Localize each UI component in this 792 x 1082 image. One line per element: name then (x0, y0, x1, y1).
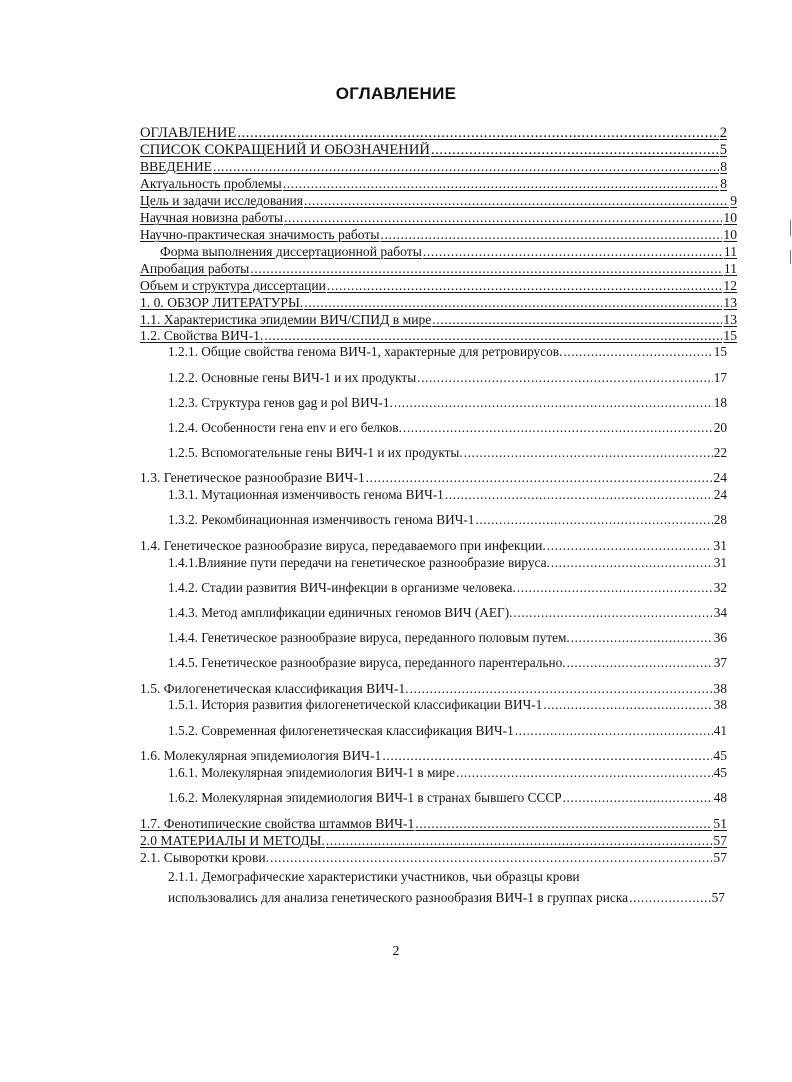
toc-leader (563, 343, 712, 360)
toc-entry-page: 2 (719, 125, 727, 141)
toc-entry-text: 1.2.3. Структура генов gag и pol ВИЧ-1. (168, 395, 393, 410)
toc-entry-page: 24 (713, 470, 727, 485)
toc-entry-text: 1.4.1.Влияние пути передачи на генетическое разнообразие вируса. (168, 555, 550, 570)
toc-entry[interactable] (168, 604, 727, 621)
toc-entry-text: 1.4.3. Метод амплификации единичных геномов ВИЧ (АЕГ). (168, 605, 513, 620)
toc-leader (515, 722, 713, 739)
toc-entry-page: 18 (713, 395, 727, 410)
toc-entry-page: 8 (720, 176, 727, 191)
toc-entry-text: 1. 0. ОБЗОР ЛИТЕРАТУРЫ. (140, 295, 304, 310)
toc-entry-text: Актуальность проблемы (140, 176, 282, 191)
toc-entry[interactable] (140, 815, 727, 832)
toc-entry[interactable] (168, 343, 727, 360)
toc-entry-text: Научная новизна работы (140, 210, 284, 225)
toc-entry-page: 32 (713, 580, 727, 595)
toc-entry[interactable] (140, 537, 727, 554)
toc-entry[interactable] (160, 243, 737, 260)
toc-entry-text: ВВЕДЕНИЕ (140, 159, 212, 174)
toc-leader (571, 629, 713, 646)
toc-entry[interactable] (168, 444, 727, 461)
toc-entry-page: 45 (713, 765, 727, 780)
toc-entry-text: 1.1. Характеристика эпидемии ВИЧ/СПИД в мире (140, 312, 432, 327)
toc-entry-text: 1.5.1. История развития филогенетической классификации ВИЧ-1 (168, 697, 543, 712)
toc-entry-text: 1.4.2. Стадии развития ВИЧ-инфекции в организме человека. (168, 580, 516, 595)
toc-leader (410, 680, 713, 697)
toc-leader (432, 311, 722, 328)
toc-entry[interactable] (140, 327, 737, 344)
toc-entry[interactable] (140, 226, 737, 243)
toc-leader (213, 158, 719, 175)
toc-leader (264, 327, 722, 344)
toc-entry-line2 (168, 887, 725, 908)
toc-entry-page: 15 (713, 344, 727, 359)
toc-entry[interactable] (168, 511, 727, 528)
toc-entry-page: 15 (723, 328, 737, 343)
toc-entry[interactable] (168, 629, 727, 646)
toc-entry[interactable] (140, 680, 727, 697)
toc-entry-page: 38 (713, 697, 727, 712)
toc-entry[interactable] (168, 419, 727, 436)
toc-entry-page: 31 (713, 555, 727, 570)
toc-entry[interactable] (140, 832, 727, 849)
toc-entry[interactable] (168, 722, 727, 739)
toc-entry[interactable] (168, 579, 727, 596)
toc-entry-page: 9 (730, 193, 737, 208)
toc-entry-text: 1.6.1. Молекулярная эпидемиология ВИЧ-1 в мире (168, 765, 456, 780)
toc-entry[interactable] (168, 764, 727, 781)
toc-leader (250, 260, 723, 277)
toc-entry-text: 1.3.2. Рекомбинационная изменчивость генома ВИЧ-1 (168, 512, 475, 527)
toc-leader (567, 654, 713, 671)
toc-leader (423, 243, 723, 260)
toc-entry-page: 37 (713, 655, 727, 670)
toc-entry-page: 17 (713, 370, 727, 385)
toc-entry-page: 57 (711, 890, 725, 905)
toc-entry[interactable] (140, 125, 727, 142)
toc-leader (283, 175, 719, 192)
toc-leader (382, 747, 712, 764)
toc-entry-text: СПИСОК СОКРАЩЕНИЙ И ОБОЗНАЧЕНИЙ (140, 142, 430, 158)
toc-leader (284, 209, 722, 226)
toc-entry-text: 1.2.4. Особенности гена env и его белков. (168, 420, 402, 435)
toc-entry-page: 41 (713, 723, 727, 738)
scan-edge-mark (790, 220, 791, 236)
page-title: ОГЛАВЛЕНИЕ (335, 84, 457, 103)
toc-entry[interactable] (140, 311, 737, 328)
toc-entry-page: 24 (713, 487, 727, 502)
toc-entry-page: 11 (723, 244, 737, 259)
toc-entry-page: 13 (723, 295, 737, 310)
toc-entry-page: 34 (713, 605, 727, 620)
toc-entry-text: Форма выполнения диссертационной работы (160, 244, 422, 259)
toc-leader (366, 469, 713, 486)
toc-entry[interactable] (140, 849, 727, 866)
toc-leader (327, 277, 722, 294)
toc-entry-page: 57 (713, 850, 727, 865)
toc-leader (563, 789, 713, 806)
toc-entry-page: 11 (723, 261, 737, 276)
toc-leader (403, 419, 713, 436)
toc-leader (445, 486, 713, 503)
toc-entry-text: 1.6.2. Молекулярная эпидемиология ВИЧ-1 в странах бывшего СССР (168, 790, 562, 805)
toc-entry-text: 1.3.1. Мутационная изменчивость генома ВИЧ-1 (168, 487, 444, 502)
toc-entry[interactable] (140, 260, 737, 277)
toc-entry-page: 45 (713, 748, 727, 763)
toc-entry-text: 2.1. Сыворотки крови. (140, 850, 270, 865)
toc-entry[interactable] (168, 486, 727, 503)
toc-entry-text: 1.5.2. Современная филогенетическая классификация ВИЧ-1 (168, 723, 514, 738)
toc-leader (237, 125, 718, 142)
toc-entry[interactable] (140, 294, 737, 311)
toc-entry-page: 36 (713, 630, 727, 645)
toc-leader (431, 142, 719, 159)
scan-edge-mark (790, 250, 791, 264)
toc-entry[interactable] (140, 469, 727, 486)
toc-entry-text: 1.2.1. Общие свойства генома ВИЧ-1, характерные для ретровирусов. (168, 344, 563, 359)
toc-entry-text: 1.3. Генетическое разнообразие ВИЧ-1 (140, 470, 365, 485)
toc-entry-multiline[interactable] (168, 866, 725, 908)
toc-entry-page: 12 (723, 278, 737, 293)
toc-entry-text: ОГЛАВЛЕНИЕ (140, 125, 237, 141)
toc-entry-text: 1.6. Молекулярная эпидемиология ВИЧ-1 (140, 748, 382, 763)
toc-entry[interactable] (140, 277, 737, 294)
toc-entry-page: 38 (713, 681, 727, 696)
toc-entry[interactable] (168, 369, 727, 386)
toc-leader (415, 815, 712, 832)
toc-entry-text: 1.4.4. Генетическое разнообразие вируса, переданного половым путем. (168, 630, 570, 645)
toc-leader (326, 832, 713, 849)
toc-entry[interactable] (140, 192, 737, 209)
toc-entry-text: 1.4.5. Генетическое разнообразие вируса, переданного парентерально. (168, 655, 566, 670)
toc-entry-page: 51 (713, 816, 727, 831)
toc-leader (475, 511, 712, 528)
toc-entry-text: 1.7. Фенотипические свойства штаммов ВИЧ-1 (140, 816, 415, 831)
toc-entry[interactable] (140, 175, 727, 192)
toc-leader (629, 887, 711, 908)
toc-entry-text: 2.0 МАТЕРИАЛЫ И МЕТОДЫ. (140, 833, 325, 848)
toc-entry-page: 20 (713, 420, 727, 435)
toc-entry-page: 22 (713, 445, 727, 460)
toc-entry-page: 8 (720, 159, 727, 174)
toc-leader (380, 226, 722, 243)
toc-entry-text: Цель и задачи исследования (140, 193, 303, 208)
toc-entry-page: 31 (713, 538, 727, 553)
toc-entry-text: Научно-практическая значимость работы (140, 227, 380, 242)
toc-entry-text: 1.4. Генетическое разнообразие вируса, передаваемого при инфекции. (140, 538, 546, 553)
toc-entry-page: 10 (723, 210, 737, 225)
toc-entry[interactable] (168, 789, 727, 806)
toc-leader (456, 764, 713, 781)
toc-entry-page: 5 (719, 142, 727, 158)
toc-entry-page: 10 (723, 227, 737, 242)
toc-entry-text: 1.2.5. Вспомогательные гены ВИЧ-1 и их продукты. (168, 445, 463, 460)
toc-leader (543, 696, 712, 713)
toc-entry[interactable] (140, 209, 737, 226)
toc-entry-text-line2: использовались для анализа генетического разнообразия ВИЧ-1 в группах риска (168, 890, 629, 905)
toc-entry-text: 1.2.2. Основные гены ВИЧ-1 и их продукты (168, 370, 417, 385)
toc-entry-page: 48 (713, 790, 727, 805)
toc-entry-text-line1: 2.1.1. Демографические характеристики участников, чьи образцы крови (168, 869, 580, 884)
page-number: 2 (392, 944, 400, 959)
toc-entry-text: 1.5. Филогенетическая классификация ВИЧ-1. (140, 681, 409, 696)
toc-entry[interactable] (168, 554, 727, 571)
toc-leader (464, 444, 713, 461)
toc-entry-text: 1.2. Свойства ВИЧ-1. (140, 328, 264, 343)
toc-leader (304, 294, 722, 311)
toc-leader (513, 604, 712, 621)
toc-leader (517, 579, 713, 596)
toc-entry[interactable] (140, 747, 727, 764)
toc-leader (270, 849, 712, 866)
toc-entry[interactable] (168, 654, 727, 671)
toc-entry-text: Объем и структура диссертации (140, 278, 326, 293)
toc-leader (304, 192, 729, 209)
toc-leader (551, 554, 713, 571)
toc-leader (394, 394, 713, 411)
toc-entry[interactable] (140, 158, 727, 175)
toc-entry[interactable] (168, 696, 727, 713)
toc-entry[interactable] (168, 394, 727, 411)
toc-entry-page: 28 (713, 512, 727, 527)
toc-entry[interactable] (140, 142, 727, 159)
toc-entry-page: 57 (713, 833, 727, 848)
toc-leader (547, 537, 713, 554)
toc-leader (417, 369, 713, 386)
toc-entry-page: 13 (723, 312, 737, 327)
toc-entry-text: Апробация работы (140, 261, 250, 276)
